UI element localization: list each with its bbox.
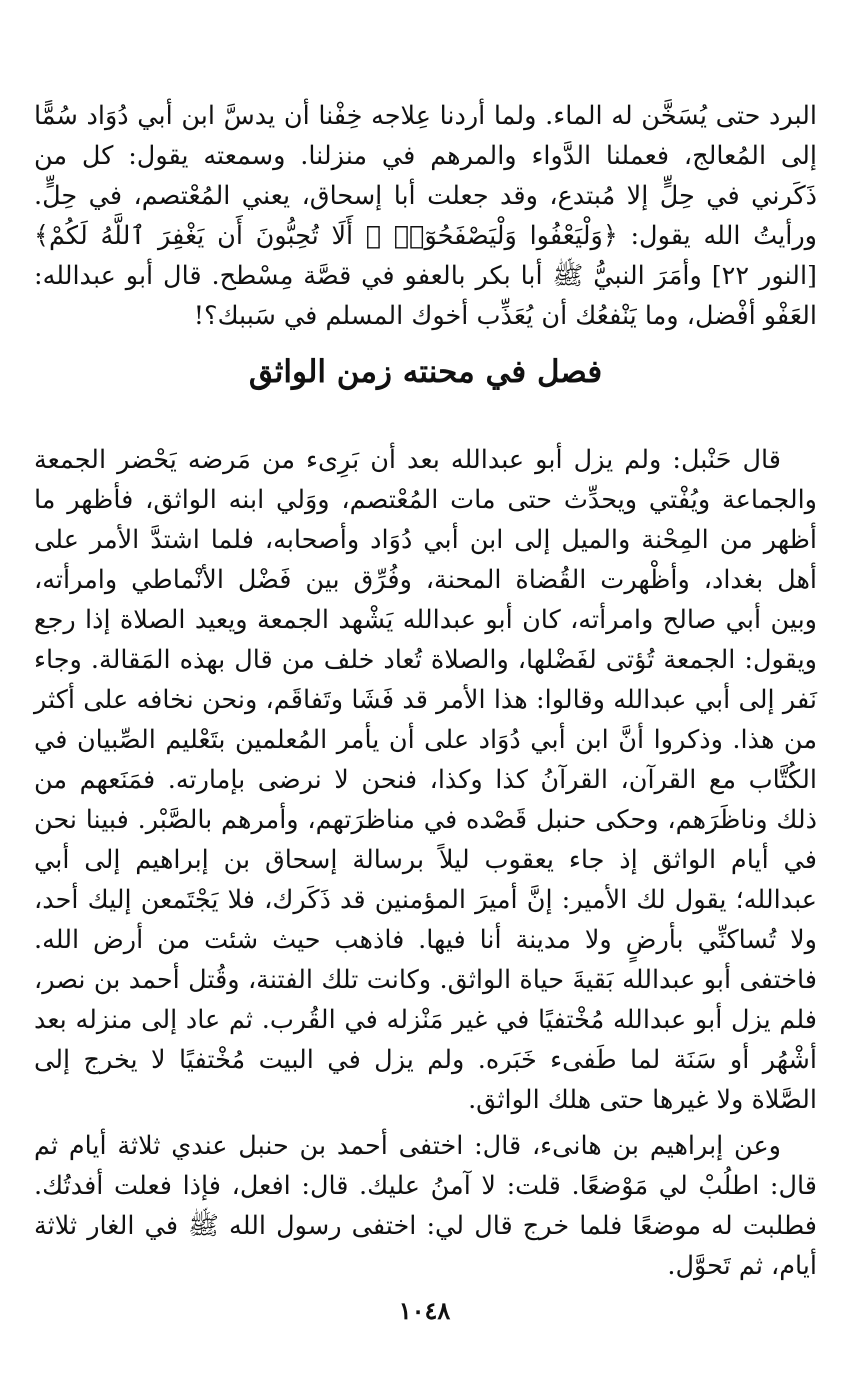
page-text-block (34, 96, 817, 1286)
paragraph-ibrahim: وعن إبراهيم بن هانىء، قال: اختفى أحمد بن حنبل عندي ثلاثة أيام ثم قال: اطلُبْ لي مَوْضعًا. قلت: لا آمنُ عليك. قال: افعل، فإذا فعلت أفدتُك. فطلبت له موضعًا فلما خرج قال لي: اختفى رسول الله ﷺ في الغار ثلاثة أيام، ثم تَحوَّل. (34, 1131, 817, 1281)
paragraph-intro: البرد حتى يُسَخَّن له الماء. ولما أردنا عِلاجه خِفْنا أن يدسَّ ابن أبي دُوَاد سُمًّا إلى المُعالج، فعملنا الدَّواء والمرهم في منزلنا. وسمعته يقول: كل من ذَكَرني في حِلٍّ إلا مُبتدع، وقد جعلت أبا إسحاق، يعني المُعْتصم، في حِلٍّ. ورأيتُ الله يقول: ﴿وَلْيَعْفُوا وَلْيَصْفَحُوٓا۟ ۗ أَلَا تُحِبُّونَ أَن يَغْفِرَ ٱللَّهُ لَكُمْ﴾ [النور ٢٢] وأمَرَ النبيُّ ﷺ أبا بكر بالعفو في قصَّة مِسْطح. قال أبو عبدالله: العَفْو أفْضل، وما يَنْفعُك أن يُعَذِّب أخوك المسلم في سَببك؟! (34, 101, 817, 331)
page-number: ١٠٤٨ (398, 1296, 451, 1325)
paragraph-hanbal: قال حَنْبل: ولم يزل أبو عبدالله بعد أن بَرِىء من مَرضه يَحْضر الجمعة والجماعة ويُفْتي ويحدِّث حتى مات المُعْتصم، ووَلي ابنه الواثق، فأظهر ما أظهر من المِحْنة والميل إلى ابن أبي دُوَاد وأصحابه، فلما اشتدَّ الأمر على أهل بغداد، وأظْهرت القُضاة المحنة، وفُرِّق بين فَضْل الأنْماطي وامرأته، وبين أبي صالح وامرأته، كان أبو عبدالله يَشْهد الجمعة ويعيد الصلاة إذا رجع ويقول: الجمعة تُؤتى لفَضْلها، والصلاة تُعاد خلف من قال بهذه المَقالة. وجاء نَفر إلى أبي عبدالله وقالوا: هذا الأمر قد فَشَا وتَفاقَم، ونحن نخافه على أكثر من هذا. وذكروا أنَّ ابن أبي دُوَاد على أن يأمر المُعلمين بتَعْليم الصِّبيان في الكُتَّاب مع القرآن، القرآنُ كذا وكذا، فنحن لا نرضى بإمارته. فمَنَعهم من ذلك وناظَرَهم، وحكى حنبل قَصْده في مناظرَتهم، وأمرهم بالصَّبْر. فبينا نحن في أيام الواثق إذ جاء يعقوب ليلاً برسالة إسحاق بن إبراهيم إلى أبي عبدالله؛ يقول لك الأمير: إنَّ أميرَ المؤمنين قد ذَكَرك، فلا يَجْتَمعن إليك أحد، ولا تُساكنِّي بأرضٍ ولا مدينة أنا فيها. فاذهب حيث شئت من أرض الله. فاختفى أبو عبدالله بَقيةَ حياة الواثق. وكانت تلك الفتنة، وقُتل أحمد بن نصر، فلم يزل أبو عبدالله مُخْتفيًا في غير مَنْزله في القُرب. ثم عاد إلى منزله بعد أشْهُر أو سَنَة لما طَفىء خَبَره. ولم يزل في البيت مُخْتفيًا لا يخرج إلى الصَّلاة ولا غيرها حتى هلك الواثق. (34, 445, 817, 1115)
section-heading: فصل في محنته زمن الواثق (248, 354, 603, 390)
